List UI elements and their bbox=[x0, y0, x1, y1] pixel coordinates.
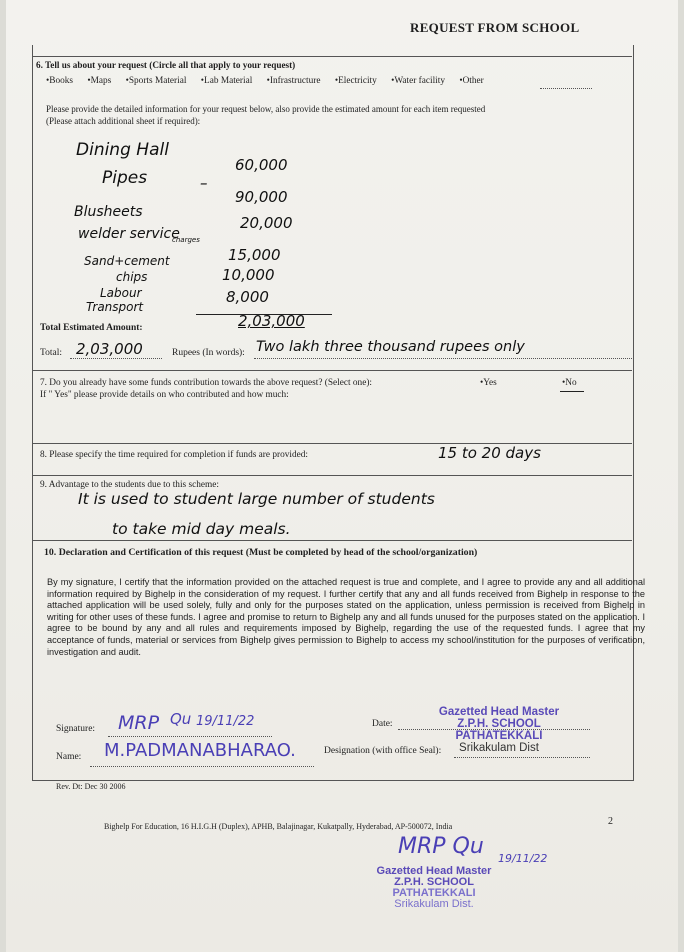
item-name: Labour bbox=[100, 286, 142, 300]
total-label: Total: bbox=[40, 348, 63, 358]
bottom-stamp bbox=[354, 866, 514, 910]
stamp-line: Z.P.H. SCHOOL bbox=[457, 718, 541, 730]
section-divider bbox=[32, 370, 632, 371]
head-master-stamp bbox=[404, 706, 594, 754]
option-water[interactable]: •Water facility bbox=[391, 76, 445, 86]
section9-answer-line2: to take mid day meals. bbox=[112, 520, 291, 538]
page-title: REQUEST FROM SCHOOL bbox=[410, 20, 580, 35]
dash: – bbox=[200, 174, 208, 192]
option-lab[interactable]: •Lab Material bbox=[200, 76, 253, 86]
item-name: Dining Hall bbox=[76, 140, 169, 160]
signature-underline bbox=[108, 736, 272, 737]
stamp-line: Gazetted Head Master bbox=[376, 865, 492, 877]
section7-followup: If " Yes" please provide details on who contributed and how much: bbox=[40, 390, 289, 400]
stamp-line: Srikakulam Dist bbox=[459, 742, 539, 754]
item-name: Sand+cement bbox=[84, 254, 170, 268]
declaration-text: By my signature, I certify that the information provided on the attached request is true and complete, and I agree to provide any and all additional information required by Bighelp in the consideration of my request. I further certify that any and all funds received from Bighelp in response to the attached application will be used solely, fully and only for the purposes stated on the application, unless permission is received from Bighelp in writing for other uses of these funds. I agree and promise to return to Bighelp any and all funds unused for the purposes stated on the application. I agree to be bound by any and all rules and requirements imposed by Bighelp, regarding the use of the requested funds. I agree that my acceptance of funds, material or services from Bighelp gives permission to Bighelp to access my school/institution for the purposes of verification, investigation and audit. bbox=[47, 577, 645, 657]
stamp-line: PATHATEKKALI bbox=[392, 887, 476, 899]
item-name: welder service bbox=[78, 226, 180, 242]
designation-label: Designation (with office Seal): bbox=[324, 746, 442, 756]
option-electricity[interactable]: •Electricity bbox=[334, 76, 377, 86]
section7-question: 7. Do you already have some funds contribution towards the above request? (Select one): bbox=[40, 378, 373, 388]
item-amount: 60,000 bbox=[235, 156, 288, 174]
no-mark bbox=[560, 391, 584, 392]
signature: Qu bbox=[170, 710, 192, 728]
item-amount: 20,000 bbox=[240, 214, 293, 232]
date-label: Date: bbox=[372, 719, 393, 729]
no-option[interactable]: •No bbox=[562, 378, 577, 388]
name-value: M.PADMANABHARAO. bbox=[104, 740, 296, 761]
total-estimated-label: Total Estimated Amount: bbox=[40, 323, 143, 333]
section6-heading: 6. Tell us about your request (Circle all that apply to your request) bbox=[36, 60, 296, 70]
total-value: 2,03,000 bbox=[76, 340, 143, 358]
footer-address: Bighelp For Education, 16 H.I.G.H (Duplex), APHB, Balajinagar, Kukatpally, Hyderabad, AP-500072, India bbox=[104, 822, 453, 831]
signature: MRP bbox=[118, 712, 160, 734]
instruction-line1: Please provide the detailed information for your request below, also provide the estimated amount for each item requested bbox=[46, 104, 486, 114]
revision-date: Rev. Dt: Dec 30 2006 bbox=[56, 782, 126, 791]
signature-label: Signature: bbox=[56, 724, 96, 734]
section-divider bbox=[32, 540, 632, 541]
signature-date: 19/11/22 bbox=[196, 714, 255, 729]
item-amount: 90,000 bbox=[235, 188, 288, 206]
section9-answer-line1: It is used to student large number of students bbox=[78, 490, 435, 508]
stamp-line: Srikakulam Dist. bbox=[394, 898, 474, 910]
name-label: Name: bbox=[56, 752, 82, 762]
stamp-line: Z.P.H. SCHOOL bbox=[394, 876, 474, 888]
item-amount: 10,000 bbox=[222, 266, 275, 284]
words-underline bbox=[254, 358, 632, 359]
other-underline bbox=[540, 88, 592, 89]
designation-underline bbox=[454, 757, 590, 758]
item-note: charges bbox=[172, 236, 200, 244]
option-books[interactable]: •Books bbox=[46, 76, 74, 86]
section9-question: 9. Advantage to the students due to this scheme: bbox=[40, 480, 219, 490]
section-divider bbox=[32, 443, 632, 444]
item-name: Pipes bbox=[102, 168, 148, 188]
item-name: Blusheets bbox=[74, 204, 143, 220]
rupees-label: Rupees (In words): bbox=[172, 348, 245, 358]
item-amount: 15,000 bbox=[228, 246, 281, 264]
rupees-words: Two lakh three thousand rupees only bbox=[256, 339, 525, 355]
bottom-signature: MRP Qu bbox=[398, 834, 484, 859]
stamp-line: PATHATEKKALI bbox=[455, 730, 543, 742]
section10-heading: 10. Declaration and Certification of this request (Must be completed by head of the school/organization) bbox=[44, 547, 478, 558]
option-infrastructure[interactable]: •Infrastructure bbox=[266, 76, 321, 86]
name-underline bbox=[90, 766, 314, 767]
section8-question: 8. Please specify the time required for completion if funds are provided: bbox=[40, 450, 308, 460]
request-options bbox=[46, 76, 496, 86]
option-sports[interactable]: •Sports Material bbox=[125, 76, 187, 86]
total-underline bbox=[70, 358, 162, 359]
section-divider bbox=[32, 56, 632, 57]
yes-option[interactable]: •Yes bbox=[480, 378, 497, 388]
bottom-date: 19/11/22 bbox=[498, 852, 548, 865]
instruction-line2: (Please attach additional sheet if required): bbox=[46, 116, 201, 126]
option-other[interactable]: •Other bbox=[459, 76, 484, 86]
section8-answer: 15 to 20 days bbox=[438, 444, 541, 462]
option-maps[interactable]: •Maps bbox=[87, 76, 112, 86]
item-name: chips bbox=[116, 270, 148, 284]
item-amount: 8,000 bbox=[226, 288, 269, 306]
total-estimated-value: 2,03,000 bbox=[238, 312, 305, 330]
stamp-line: Gazetted Head Master bbox=[438, 706, 560, 718]
item-name: Transport bbox=[86, 300, 144, 314]
page-number: 2 bbox=[608, 816, 613, 827]
section-divider bbox=[32, 475, 632, 476]
